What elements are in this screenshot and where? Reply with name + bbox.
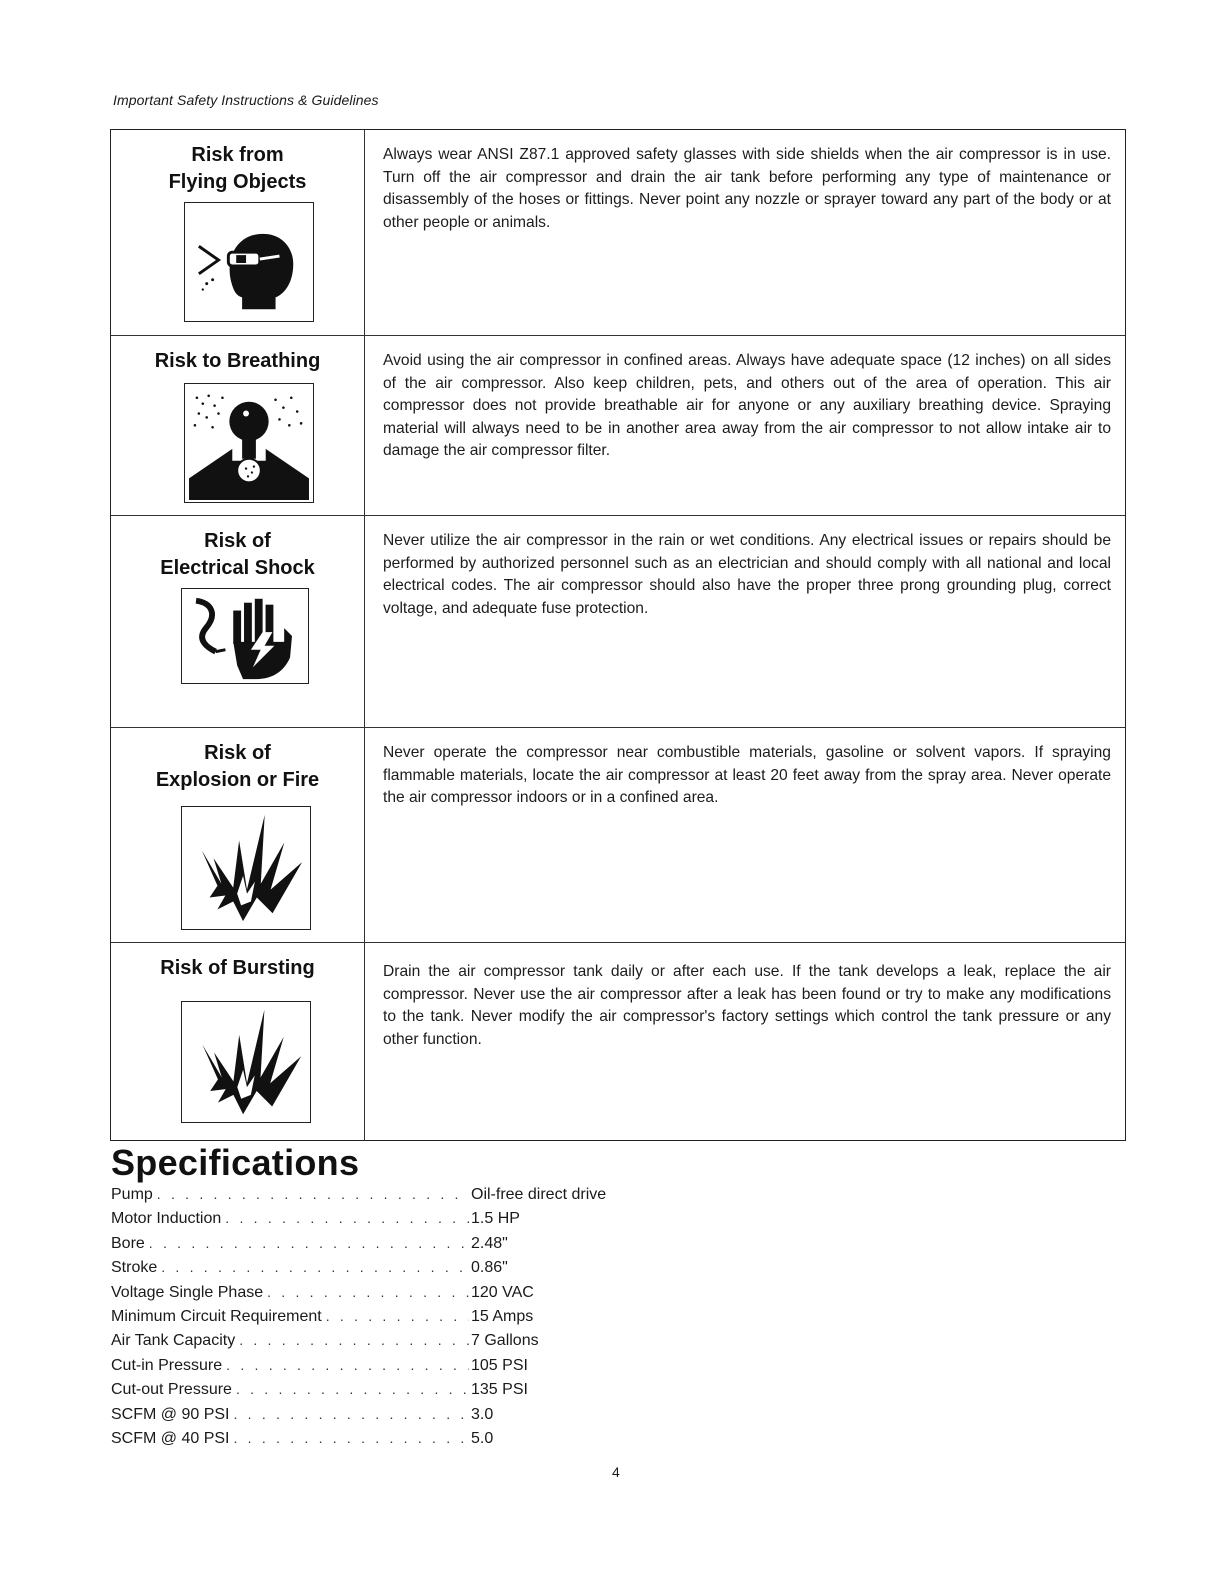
spec-value: 5.0 (471, 1429, 494, 1447)
spec-row (111, 1357, 671, 1381)
leader-dots (235, 1332, 469, 1348)
risk-title-line1: Risk of (204, 742, 271, 764)
spec-label: SCFM @ 40 PSI (111, 1429, 230, 1447)
leader-dots (263, 1284, 469, 1300)
spec-label: Bore (111, 1234, 145, 1252)
spec-value: 7 Gallons (471, 1332, 539, 1350)
spec-value: Oil-free direct drive (471, 1186, 607, 1203)
risk-description-cell (383, 144, 1111, 234)
spec-value: 3.0 (471, 1405, 494, 1423)
spec-value: 1.5 HP (471, 1210, 520, 1228)
risk-description-cell (383, 742, 1111, 810)
spec-row (111, 1430, 671, 1454)
spec-label: Minimum Circuit Requirement (111, 1307, 322, 1325)
leader-dots (145, 1235, 469, 1251)
spec-value: 0.86" (471, 1259, 508, 1277)
risk-title-line1: Risk from (191, 144, 284, 166)
risk-title (111, 142, 364, 196)
spec-row (111, 1406, 671, 1430)
risk-description: Never operate the compressor near combustible materials, gasoline or solvent vapors. If spraying flammable materials, locate the air compressor at least 20 feet away from the spray area. Never operate the air compressor indoors or in a confined area. (383, 744, 1111, 806)
spec-label: Voltage Single Phase (111, 1283, 264, 1301)
spec-value: 15 Amps (471, 1307, 534, 1325)
page-number: 4 (612, 1464, 620, 1480)
risk-label-cell (111, 943, 365, 1140)
spec-value: 105 PSI (471, 1356, 528, 1374)
spec-row (111, 1332, 671, 1356)
respiratory-hazard-icon (184, 383, 314, 503)
leader-dots (232, 1381, 469, 1397)
leader-dots (230, 1406, 470, 1422)
spec-value: 120 VAC (471, 1283, 534, 1301)
risk-row-bursting (111, 943, 1125, 1140)
safety-glasses-icon (184, 202, 314, 322)
spec-label: Stroke (111, 1259, 158, 1277)
spec-label: Cut-out Pressure (111, 1381, 232, 1399)
risk-title (111, 955, 364, 982)
risk-title-line2: Electrical Shock (160, 557, 315, 579)
spec-row (111, 1259, 671, 1283)
leader-dots (153, 1186, 469, 1202)
risk-description: Drain the air compressor tank daily or after each use. If the tank develops a leak, replace the air compressor. Never use the air compressor after a leak has been found or try to make any modifications to the tank. Never modify the air compressor's factory settings which control the tank pressure or any other function. (383, 963, 1111, 1048)
risk-description: Never utilize the air compressor in the rain or wet conditions. Any electrical issues or repairs should be performed by authorized personnel such as an electrician and should comply with all national and local electrical codes. The air compressor should also have the proper three prong grounding plug, correct voltage, and adequate fuse protection. (383, 532, 1111, 617)
risk-title-line1: Risk of (204, 530, 271, 552)
leader-dots (230, 1430, 470, 1446)
spec-row (111, 1308, 671, 1332)
risk-row-electrical-shock (111, 516, 1125, 728)
spec-value: 135 PSI (471, 1381, 528, 1399)
spec-row (111, 1381, 671, 1405)
risk-label-cell (111, 728, 365, 942)
risk-description-cell (383, 530, 1111, 620)
specifications-title: Specifications (111, 1142, 360, 1183)
risk-title-line2: Flying Objects (168, 171, 307, 193)
risk-label-cell (111, 516, 365, 727)
risk-label-cell (111, 130, 365, 335)
risk-row-breathing (111, 336, 1125, 516)
risk-description: Avoid using the air compressor in confined areas. Always have adequate space (12 inches) on all sides of the air compressor. Also keep children, pets, and others out of the area of operation. This air compressor does not provide breathable air for anyone or any auxiliary breathing device. Spraying material will always need to be in another area away from the air compressor to not allow intake air to damage the air compressor filter. (383, 352, 1111, 459)
risk-title-line1: Risk of Bursting (160, 957, 315, 979)
leader-dots (221, 1210, 469, 1226)
spec-row (111, 1284, 671, 1308)
risk-description-cell (383, 961, 1111, 1051)
page-header-title: Important Safety Instructions & Guidelines (113, 92, 379, 108)
spec-label: Cut-in Pressure (111, 1356, 223, 1374)
leader-dots (157, 1259, 469, 1275)
safety-table (110, 129, 1126, 1141)
spec-label: SCFM @ 90 PSI (111, 1405, 230, 1423)
electric-shock-icon (181, 588, 309, 684)
risk-description-cell (383, 350, 1111, 463)
spec-label: Motor Induction (111, 1210, 222, 1228)
spec-row (111, 1210, 671, 1234)
risk-title (111, 528, 364, 582)
risk-title-line1: Risk to Breathing (154, 350, 321, 372)
risk-row-flying-objects (111, 130, 1125, 336)
leader-dots (222, 1357, 469, 1373)
explosion-icon (181, 1001, 311, 1123)
risk-title (111, 348, 364, 375)
risk-row-explosion-fire (111, 728, 1125, 943)
spec-label: Pump (111, 1186, 153, 1203)
explosion-icon (181, 806, 311, 930)
leader-dots (322, 1308, 469, 1324)
risk-title (111, 740, 364, 794)
risk-description: Always wear ANSI Z87.1 approved safety glasses with side shields when the air compressor is in use. Turn off the air compressor and drain the air tank before performing any type of maintenance or disassembly of the hoses or fittings. Never point any nozzle or sprayer toward any part of the body or at other people or animals. (383, 146, 1111, 231)
spec-row (111, 1186, 671, 1210)
risk-label-cell (111, 336, 365, 515)
spec-row (111, 1235, 671, 1259)
spec-value: 2.48" (471, 1234, 508, 1252)
risk-title-line2: Explosion or Fire (155, 769, 320, 791)
specifications-list (111, 1186, 671, 1454)
spec-label: Air Tank Capacity (111, 1332, 236, 1350)
